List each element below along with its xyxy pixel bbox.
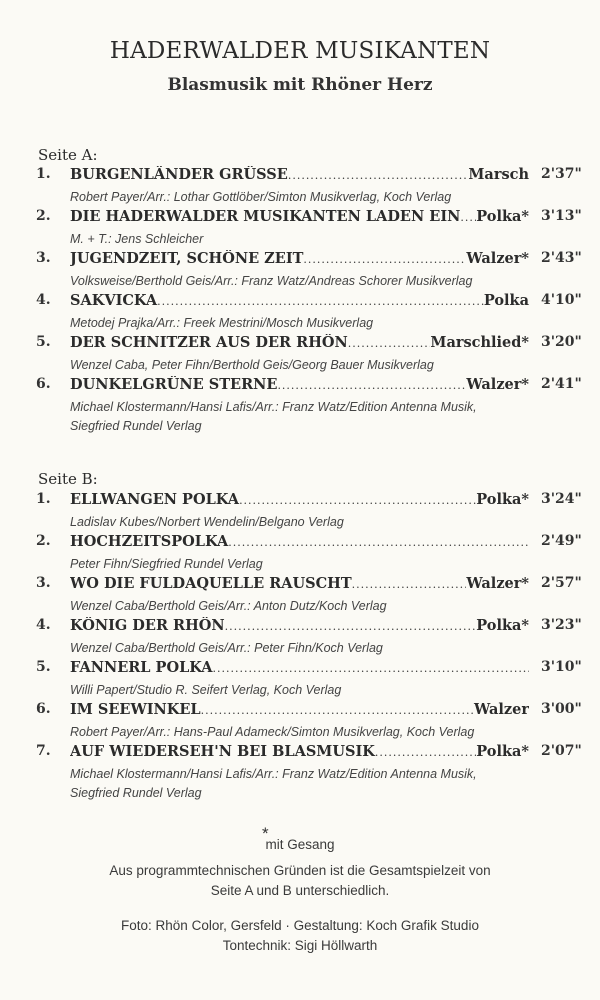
track-credit-line: Siegfried Rundel Verlag bbox=[70, 786, 202, 800]
track-title: KÖNIG DER RHÖN bbox=[70, 617, 225, 634]
dot-leader bbox=[213, 662, 529, 675]
track-duration: 3'20" bbox=[541, 334, 582, 350]
track-number: 3. bbox=[36, 575, 51, 591]
track-credit-line: Michael Klostermann/Hansi Lafis/Arr.: Franz Watz/Edition Antenna Musik, bbox=[70, 400, 477, 414]
track-credit-line: Volksweise/Berthold Geis/Arr.: Franz Watz/Andreas Schorer Musikverlag bbox=[70, 274, 473, 288]
production-credits bbox=[0, 916, 600, 956]
track-title-line bbox=[70, 659, 529, 676]
track-credits bbox=[70, 356, 540, 375]
track-credits bbox=[70, 398, 540, 436]
track-duration: 2'07" bbox=[541, 743, 582, 759]
track-title-line bbox=[70, 334, 529, 351]
track-credit-line: Robert Payer/Arr.: Hans-Paul Adameck/Simton Musikverlag, Koch Verlag bbox=[70, 725, 475, 739]
track-credits bbox=[70, 513, 540, 532]
track-genre: Walzer bbox=[473, 701, 529, 718]
track-title: SAKVICKA bbox=[70, 292, 158, 309]
track-duration: 2'57" bbox=[541, 575, 582, 591]
track-credit-line: Wenzel Caba, Peter Fihn/Berthold Geis/Georg Bauer Musikverlag bbox=[70, 358, 434, 372]
track-duration: 3'24" bbox=[541, 491, 582, 507]
dot-leader bbox=[303, 253, 466, 266]
track-title-line bbox=[70, 617, 529, 634]
track-credit-line: M. + T.: Jens Schleicher bbox=[70, 232, 204, 246]
track-genre: Polka bbox=[483, 292, 529, 309]
track-credit-line: Peter Fihn/Siegfried Rundel Verlag bbox=[70, 557, 263, 571]
asterisk-symbol: * bbox=[262, 824, 269, 843]
dot-leader bbox=[352, 578, 467, 591]
track-duration: 3'13" bbox=[541, 208, 582, 224]
track-number: 5. bbox=[36, 334, 51, 350]
track-credits bbox=[70, 723, 540, 742]
track-title: HOCHZEITSPOLKA bbox=[70, 533, 229, 550]
production-credit-line: Foto: Rhön Color, Gersfeld · Gestaltung: Koch Grafik Studio bbox=[121, 918, 479, 933]
track-credits bbox=[70, 230, 540, 249]
track-duration: 2'49" bbox=[541, 533, 582, 549]
playtime-note bbox=[0, 861, 600, 901]
track-genre: Walzer* bbox=[466, 250, 529, 267]
track-title-line bbox=[70, 208, 529, 225]
dot-leader bbox=[228, 536, 529, 549]
track-genre: Polka* bbox=[476, 491, 529, 508]
track-row bbox=[0, 334, 600, 354]
track-credit-line: Robert Payer/Arr.: Lothar Gottlöber/Simton Musikverlag, Koch Verlag bbox=[70, 190, 452, 204]
track-title: AUF WIEDERSEH'N BEI BLASMUSIK bbox=[70, 743, 375, 760]
track-credit-line: Willi Papert/Studio R. Seifert Verlag, Koch Verlag bbox=[70, 683, 342, 697]
track-title: FANNERL POLKA bbox=[70, 659, 213, 676]
track-credit-line: Siegfried Rundel Verlag bbox=[70, 419, 202, 433]
track-credit-line: Michael Klostermann/Hansi Lafis/Arr.: Franz Watz/Edition Antenna Musik, bbox=[70, 767, 477, 781]
track-duration: 2'37" bbox=[541, 166, 582, 182]
track-number: 5. bbox=[36, 659, 51, 675]
track-number: 2. bbox=[36, 208, 51, 224]
track-genre: Marsch bbox=[468, 166, 529, 183]
track-number: 4. bbox=[36, 292, 51, 308]
track-title-line bbox=[70, 166, 529, 183]
track-row bbox=[0, 617, 600, 637]
track-number: 4. bbox=[36, 617, 51, 633]
track-number: 2. bbox=[36, 533, 51, 549]
playtime-note-line: Aus programmtechnischen Gründen ist die Gesamtspielzeit von bbox=[109, 863, 491, 878]
track-credits bbox=[70, 555, 540, 574]
track-title: BURGENLÄNDER GRÜSSE bbox=[70, 166, 288, 183]
track-row bbox=[0, 701, 600, 721]
album-title: HADERWALDER MUSIKANTEN bbox=[109, 38, 491, 64]
production-credit-line: Tontechnik: Sigi Höllwarth bbox=[222, 938, 378, 953]
track-title: DIE HADERWALDER MUSIKANTEN LADEN EIN bbox=[70, 208, 461, 225]
dot-leader bbox=[288, 169, 469, 182]
footnote-text: mit Gesang bbox=[265, 837, 335, 852]
track-credits bbox=[70, 765, 540, 803]
track-credits bbox=[70, 272, 540, 291]
track-credits bbox=[70, 681, 540, 700]
track-number: 6. bbox=[36, 376, 51, 392]
track-duration: 2'43" bbox=[541, 250, 582, 266]
track-row bbox=[0, 166, 600, 186]
track-duration: 3'00" bbox=[541, 701, 582, 717]
side-a-label: Seite A: bbox=[38, 146, 98, 164]
dot-leader bbox=[277, 379, 466, 392]
track-credits bbox=[70, 188, 540, 207]
track-duration: 4'10" bbox=[541, 292, 582, 308]
track-row bbox=[0, 250, 600, 270]
dot-leader bbox=[348, 337, 431, 350]
track-number: 7. bbox=[36, 743, 51, 759]
track-title: IM SEEWINKEL bbox=[70, 701, 201, 718]
track-title-line bbox=[70, 743, 529, 760]
track-title-line bbox=[70, 376, 529, 393]
track-credits bbox=[70, 639, 540, 658]
playtime-note-line: Seite A und B unterschiedlich. bbox=[210, 883, 390, 898]
track-row bbox=[0, 292, 600, 312]
side-b-label: Seite B: bbox=[38, 470, 98, 488]
track-credit-line: Wenzel Caba/Berthold Geis/Arr.: Anton Dutz/Koch Verlag bbox=[70, 599, 387, 613]
dot-leader bbox=[225, 620, 477, 633]
track-genre: Polka* bbox=[476, 617, 529, 634]
track-title-line bbox=[70, 575, 529, 592]
track-row bbox=[0, 533, 600, 553]
track-genre: Polka* bbox=[476, 208, 529, 225]
track-title-line bbox=[70, 292, 529, 309]
album-subtitle: Blasmusik mit Rhöner Herz bbox=[167, 75, 433, 95]
track-row bbox=[0, 659, 600, 679]
track-credit-line: Metodej Prajka/Arr.: Freek Mestrini/Mosch Musikverlag bbox=[70, 316, 374, 330]
dot-leader bbox=[375, 746, 476, 759]
track-row bbox=[0, 575, 600, 595]
track-row bbox=[0, 208, 600, 228]
track-row bbox=[0, 491, 600, 511]
track-row bbox=[0, 743, 600, 763]
track-duration: 3'23" bbox=[541, 617, 582, 633]
dot-leader bbox=[201, 704, 474, 717]
track-credit-line: Wenzel Caba/Berthold Geis/Arr.: Peter Fihn/Koch Verlag bbox=[70, 641, 383, 655]
track-duration: 3'10" bbox=[541, 659, 582, 675]
track-title-line bbox=[70, 533, 529, 550]
track-number: 1. bbox=[36, 166, 51, 182]
track-number: 3. bbox=[36, 250, 51, 266]
track-title: DUNKELGRÜNE STERNE bbox=[70, 376, 278, 393]
track-title-line bbox=[70, 491, 529, 508]
track-credits bbox=[70, 597, 540, 616]
track-row bbox=[0, 376, 600, 396]
track-credits bbox=[70, 314, 540, 333]
dot-leader bbox=[460, 211, 476, 224]
track-genre: Polka* bbox=[476, 743, 529, 760]
track-title: WO DIE FULDAQUELLE RAUSCHT bbox=[70, 575, 352, 592]
track-title: JUGENDZEIT, SCHÖNE ZEIT bbox=[70, 250, 304, 267]
track-genre: Marschlied* bbox=[430, 334, 529, 351]
track-number: 1. bbox=[36, 491, 51, 507]
track-number: 6. bbox=[36, 701, 51, 717]
track-title: DER SCHNITZER AUS DER RHÖN bbox=[70, 334, 348, 351]
dot-leader bbox=[157, 295, 484, 308]
track-title-line bbox=[70, 701, 529, 718]
track-duration: 2'41" bbox=[541, 376, 582, 392]
track-credit-line: Ladislav Kubes/Norbert Wendelin/Belgano Verlag bbox=[70, 515, 344, 529]
track-title-line bbox=[70, 250, 529, 267]
track-title: ELLWANGEN POLKA bbox=[70, 491, 240, 508]
track-genre: Walzer* bbox=[466, 376, 529, 393]
dot-leader bbox=[239, 494, 476, 507]
track-genre: Walzer* bbox=[466, 575, 529, 592]
